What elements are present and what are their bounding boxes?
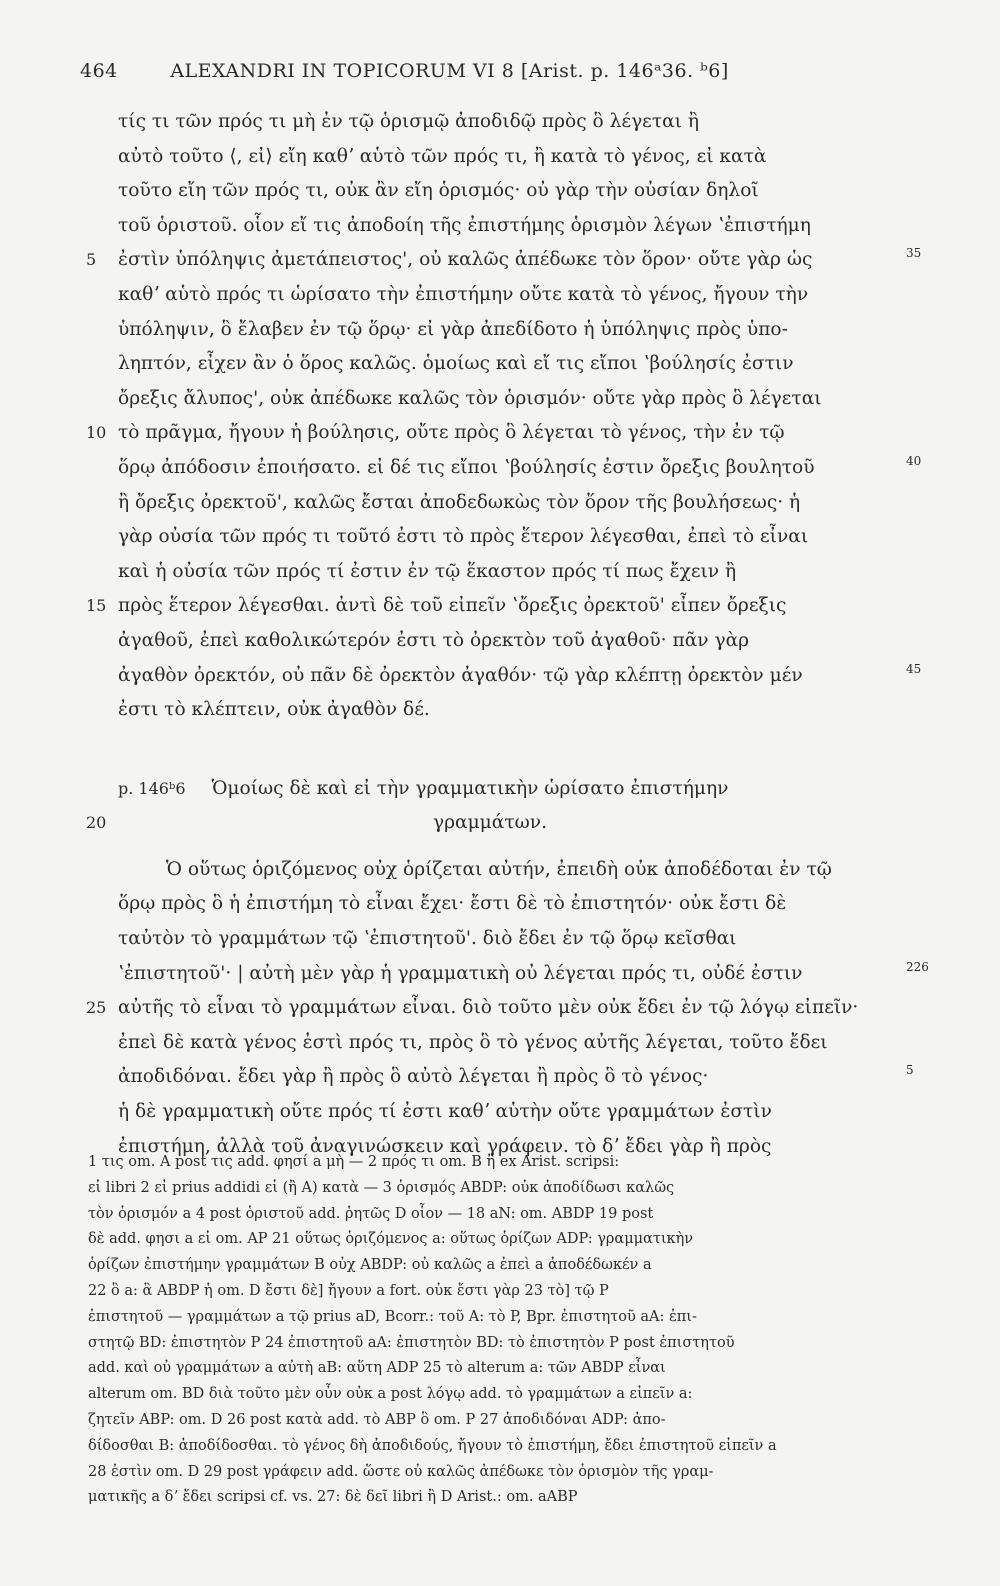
line-number: 10 [86, 423, 107, 443]
apparatus-line: ὁρίζων ἐπιστήμην γραμμάτων B οὐχ ABDP: οὐ καλῶς a ἐπεὶ a ἀποδέδωκέν a [88, 1257, 652, 1274]
line-text: ἀγαθὸν ὀρεκτόν, οὐ πᾶν δὲ ὀρεκτὸν ἀγαθόν· τῷ γὰρ κλέπτῃ ὀρεκτὸν μέν [118, 664, 803, 686]
line-text: πρὸς ἕτερον λέγεσθαι. ἀντὶ δὲ τοῦ εἰπεῖν ʽὄρεξις ὀρεκτοῦ' εἶπεν ὄρεξις [118, 595, 787, 617]
line-text: ἢ ὄρεξις ὀρεκτοῦ', καλῶς ἔσται ἀποδεδωκὼς τὸν ὅρον τῆς βουλήσεως· ἡ [118, 491, 801, 513]
apparatus-line: δίδοσθαι B: ἀποδίδοσθαι. τὸ γένος δὴ ἀποδιδούς, ἤγουν τὸ ἐπιστήμη, ἔδει ἐπιστητοῦ εἰπεῖν a [88, 1437, 777, 1454]
lemma-text: Ὁμοίως δὲ καὶ εἰ τὴν γραμματικὴν ὡρίσατο ἐπιστήμην [211, 777, 729, 799]
line-number: 25 [86, 998, 107, 1018]
line-text: ταὐτὸν τὸ γραμμάτων τῷ ʽἐπιστητοῦ'. διὸ ἔδει ἐν τῷ ὅρῳ κεῖσθαι [118, 928, 737, 950]
text-line [0, 1095, 1000, 1130]
line-text: ἐπιστήμη, ἀλλὰ τοῦ ἀναγινώσκειν καὶ γράφειν. τὸ δʼ ἔδει γὰρ ἢ πρὸς [118, 1135, 772, 1157]
apparatus-line: 22 ὃ a: ἃ ABDP ἡ om. D ἔστι δὲ] ἤγουν a fort. οὐκ ἔστι γὰρ 23 τὸ] τῷ P [88, 1282, 609, 1299]
text-line [0, 624, 1000, 659]
line-text: τὸ πρᾶγμα, ἤγουν ἡ βούλησις, οὔτε πρὸς ὃ λέγεται τὸ γένος, τὴν ἐν τῷ [118, 422, 785, 444]
lemma-line-2 [0, 806, 1000, 841]
text-line [0, 416, 1000, 451]
line-text: τοῦ ὁριστοῦ. οἷον εἴ τις ἀποδοίη τῆς ἐπιστήμης ὁρισμὸν λέγων ʽἐπιστήμη [118, 214, 811, 236]
text-line [0, 278, 1000, 313]
apparatus-line: εἰ libri 2 εἰ prius addidi εἰ (ἢ A) κατὰ — 3 ὁρισμός ABDP: οὐκ ἀποδίδωσι καλῶς [88, 1179, 675, 1196]
line-number: 15 [86, 596, 107, 616]
line-text: Ὁ οὕτως ὁριζόμενος οὐχ ὁρίζεται αὐτήν, ἐπειδὴ οὐκ ἀποδέδοται ἐν τῷ [166, 858, 832, 880]
text-line [0, 991, 1000, 1026]
line-text: ἡ δὲ γραμματικὴ οὔτε πρός τί ἐστι καθʼ αὑτὴν οὔτε γραμμάτων ἐστὶν [118, 1101, 772, 1123]
line-text: καὶ ἡ οὐσία τῶν πρός τί ἐστιν ἐν τῷ ἕκαστον πρός τί πως ἔχειν ἢ [118, 560, 737, 582]
text-line [0, 140, 1000, 175]
apparatus-line: τὸν ὁρισμόν a 4 post ὁριστοῦ add. ῥητῶς D οἷον — 18 aN: om. ABDP 19 post [88, 1205, 654, 1222]
apparatus-line: 1 τις om. A post τις add. φησί a μὴ — 2 πρός τι om. B ἢ ex Arist. scripsi: [88, 1154, 620, 1170]
running-header [80, 60, 920, 82]
line-text: ἀγαθοῦ, ἐπεὶ καθολικώτερόν ἐστι τὸ ὀρεκτὸν τοῦ ἀγαθοῦ· πᾶν γὰρ [118, 629, 750, 651]
text-line [0, 589, 1000, 624]
text-line [0, 243, 1000, 278]
line-text: ὑπόληψιν, ὃ ἔλαβεν ἐν τῷ ὅρῳ· εἰ γὰρ ἀπεδίδοτο ἡ ὑπόληψις πρὸς ὑπο- [118, 318, 788, 340]
line-text: ληπτόν, εἶχεν ἂν ὁ ὅρος καλῶς. ὁμοίως καὶ εἴ τις εἴποι ʽβούλησίς ἐστιν [118, 353, 794, 375]
text-line [0, 853, 1000, 888]
text-line [0, 659, 1000, 694]
line-text: ʽἐπιστητοῦ'· | αὐτὴ μὲν γὰρ ἡ γραμματικὴ οὐ λέγεται πρός τι, οὐδέ ἐστιν [118, 962, 803, 984]
text-line [0, 451, 1000, 486]
critical-apparatus [88, 1150, 918, 1511]
line-text: ἐπεὶ δὲ κατὰ γένος ἐστὶ πρός τι, πρὸς ὃ τὸ γένος αὐτῆς λέγεται, τοῦτο ἔδει [118, 1031, 828, 1053]
lemma-text-continued: γραμμάτων. [433, 812, 547, 834]
text-line [0, 209, 1000, 244]
text-line [0, 693, 1000, 728]
line-text: αὐτὸ τοῦτο ⟨, εἰ⟩ εἴη καθʼ αὑτὸ τῶν πρός τι, ἢ κατὰ τὸ γένος, εἰ κατὰ [118, 145, 767, 167]
text-line [0, 520, 1000, 555]
line-number: 5 [86, 250, 97, 270]
line-text: τοῦτο εἴη τῶν πρός τι, οὐκ ἂν εἴη ὁρισμός· οὐ γὰρ τὴν οὐσίαν δηλοῖ [118, 180, 759, 202]
line-text: ἐστι τὸ κλέπτειν, οὐκ ἀγαθὸν δέ. [118, 699, 430, 721]
text-line [0, 922, 1000, 957]
text-line [0, 486, 1000, 521]
apparatus-line: στητῷ BD: ἐπιστητὸν P 24 ἐπιστητοῦ aA: ἐπιστητὸν BD: τὸ ἐπιστητὸν P post ἐπιστητοῦ [88, 1334, 735, 1351]
text-line [0, 313, 1000, 348]
page-number: 464 [80, 60, 118, 82]
margin-reference: 5 [906, 1063, 914, 1078]
line-number: 20 [86, 813, 107, 833]
margin-reference: 40 [906, 453, 922, 468]
margin-reference: 226 [906, 959, 929, 974]
apparatus-line: 28 ἐστὶν om. D 29 post γράφειν add. ὥστε οὐ καλῶς ἀπέδωκε τὸν ὁρισμὸν τῆς γραμ- [88, 1463, 714, 1480]
text-line [0, 1060, 1000, 1095]
text-line [0, 382, 1000, 417]
line-text: ἀποδιδόναι. ἔδει γὰρ ἢ πρὸς ὃ αὐτὸ λέγεται ἢ πρὸς ὃ τὸ γένος· [118, 1066, 709, 1088]
text-line [0, 105, 1000, 140]
line-text: τίς τι τῶν πρός τι μὴ ἐν τῷ ὁρισμῷ ἀποδιδῷ πρὸς ὃ λέγεται ἢ [118, 111, 700, 132]
text-line [0, 1026, 1000, 1061]
text-line [0, 174, 1000, 209]
text-line [0, 555, 1000, 590]
apparatus-line: ἐπιστητοῦ — γραμμάτων a τῷ prius aD, Bcorr.: τοῦ A: τὸ P, Bpr. ἐπιστητοῦ aA: ἐπι- [88, 1308, 697, 1325]
lemma-reference: p. 146ᵇ6 [118, 778, 186, 798]
line-text: καθʼ αὑτὸ πρός τι ὡρίσατο τὴν ἐπιστήμην οὔτε κατὰ τὸ γένος, ἤγουν τὴν [118, 283, 809, 305]
apparatus-line: δὲ add. φησι a εἰ om. AP 21 οὕτως ὁριζόμενος a: οὕτως ὁρίζων ADP: γραμματικὴν [88, 1231, 694, 1248]
apparatus-line: alterum om. BD διὰ τοῦτο μὲν οὖν οὐκ a post λόγῳ add. τὸ γραμμάτων a εἰπεῖν a: [88, 1386, 693, 1403]
apparatus-line: add. καὶ οὐ γραμμάτων a αὐτὴ aB: αὕτη ADP 25 τὸ alterum a: τῶν ABDP εἶναι [88, 1360, 666, 1377]
line-text: ἐστὶν ὑπόληψις ἀμετάπειστος', οὐ καλῶς ἀπέδωκε τὸν ὅρον· οὔτε γὰρ ὡς [118, 249, 813, 271]
line-text: γὰρ οὐσία τῶν πρός τι τοῦτό ἐστι τὸ πρὸς ἕτερον λέγεσθαι, ἐπεὶ τὸ εἶναι [118, 526, 809, 548]
text-line [0, 347, 1000, 382]
line-text: αὐτῆς τὸ εἶναι τὸ γραμμάτων εἶναι. διὸ τοῦτο μὲν οὐκ ἔδει ἐν τῷ λόγῳ εἰπεῖν· [118, 997, 859, 1019]
text-line [0, 887, 1000, 922]
line-text: ὄρεξις ἄλυπος', οὐκ ἀπέδωκε καλῶς τὸν ὁρισμόν· οὔτε γὰρ πρὸς ὃ λέγεται [118, 387, 822, 409]
margin-reference: 35 [906, 246, 922, 261]
text-line [0, 957, 1000, 992]
apparatus-line: ζητεῖν ABP: om. D 26 post κατὰ add. τὸ ABP ὃ om. P 27 ἀποδιδόναι ADP: ἀπο- [88, 1411, 666, 1428]
line-text: ὅρῳ πρὸς ὃ ἡ ἐπιστήμη τὸ εἶναι ἔχει· ἔστι δὲ τὸ ἐπιστητόν· οὐκ ἔστι δὲ [118, 893, 787, 915]
apparatus-line: ματικῆς a δʼ ἔδει scripsi cf. vs. 27: δὲ δεῖ libri ἢ D Arist.: om. aABP [88, 1489, 578, 1506]
main-text [0, 105, 1000, 1164]
line-text: ὅρῳ ἀπόδοσιν ἐποιήσατο. εἰ δέ τις εἴποι ʽβούλησίς ἐστιν ὄρεξις βουλητοῦ [118, 456, 815, 478]
running-title: ALEXANDRI IN TOPICORUM VI 8 [Arist. p. 146ᵃ36. ᵇ6] [170, 60, 729, 82]
lemma-line-1 [0, 772, 1000, 807]
margin-reference: 45 [906, 661, 922, 676]
